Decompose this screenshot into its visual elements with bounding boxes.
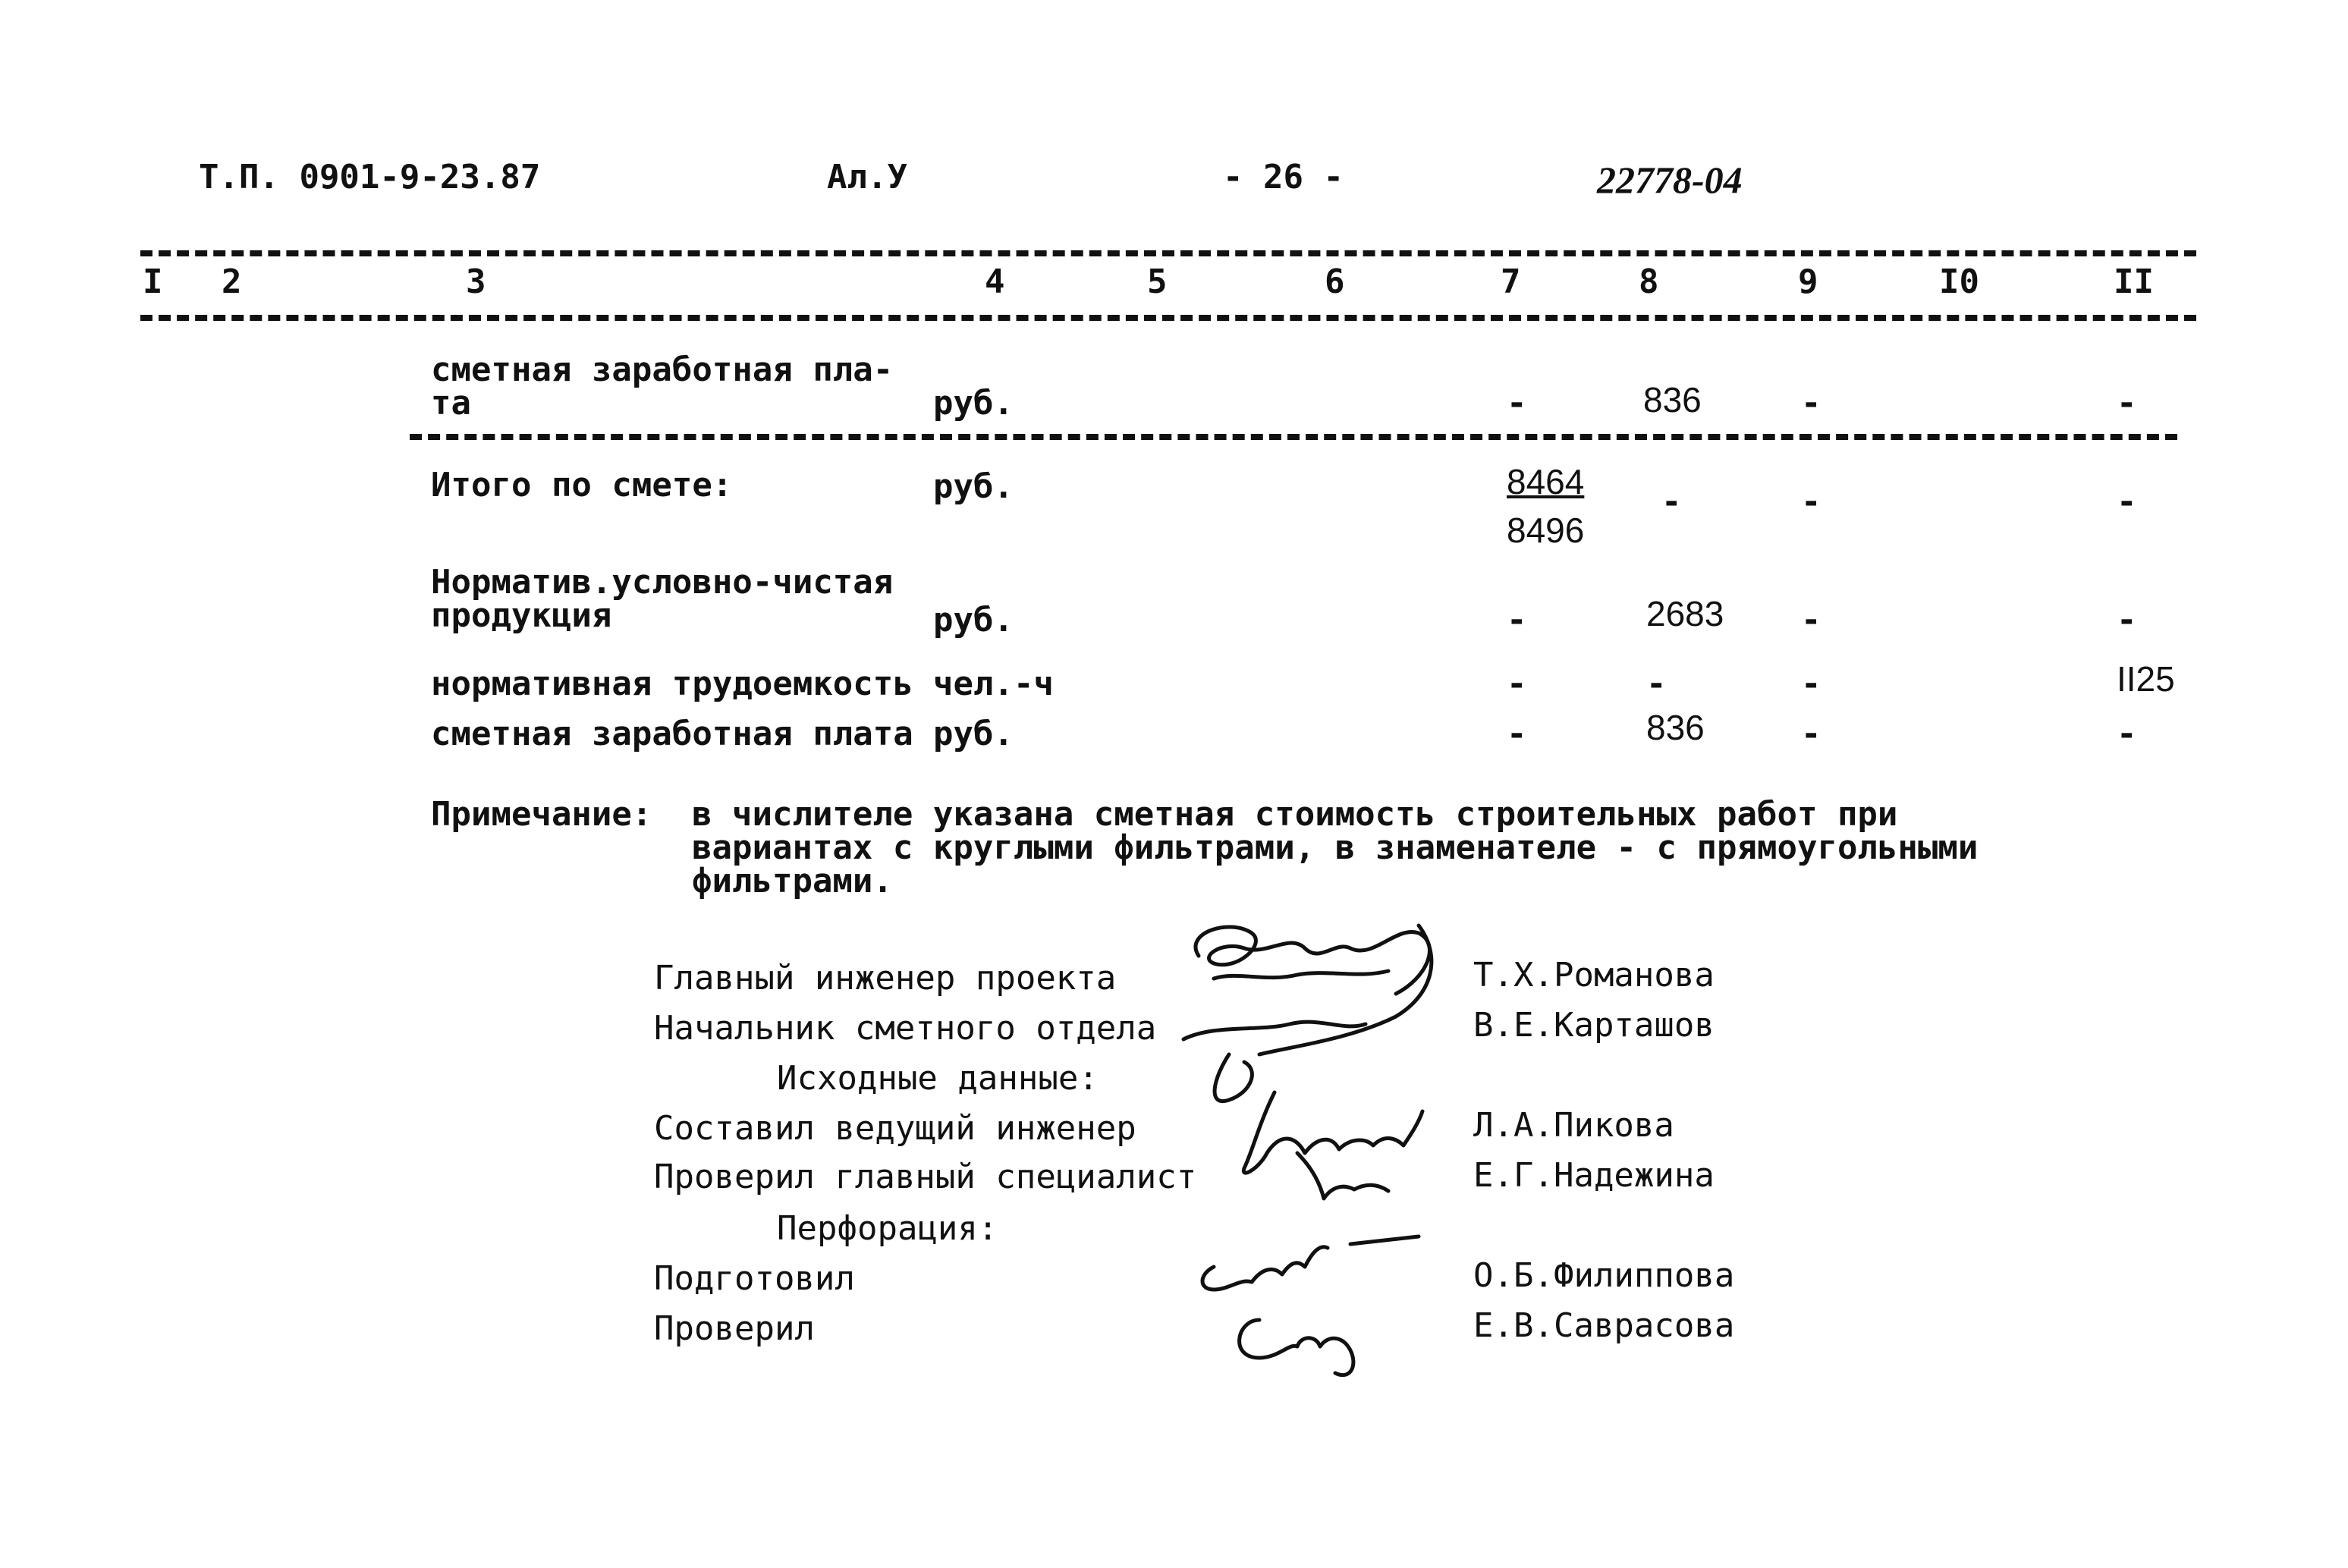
col-number-11: II <box>2114 262 2154 301</box>
role-checked: Проверил <box>654 1309 815 1348</box>
row-labor-unit: чел.-ч <box>933 665 1054 703</box>
section-perforation: Перфорация: <box>777 1209 998 1248</box>
row-total-col11: - <box>2117 482 2137 521</box>
role-chief-specialist: Проверил главный специалист <box>654 1158 1197 1196</box>
role-prepared: Подготовил <box>654 1259 855 1298</box>
row-wage-col11: - <box>2117 384 2137 423</box>
row-wage-label-line2: та <box>431 384 471 423</box>
row-labor-col9: - <box>1801 665 1822 703</box>
note-text-line1: в числителе указана сметная стоимость строительных работ при <box>692 795 1898 834</box>
name-nadezhina: Е.Г.Надежина <box>1473 1156 1715 1195</box>
row-total-denominator: 8496 <box>1507 511 1585 550</box>
row-wage2-unit: руб. <box>933 715 1014 753</box>
row-wage-label-line1: сметная заработная пла- <box>431 350 894 389</box>
name-savrasova: Е.В.Саврасова <box>1473 1306 1735 1345</box>
role-lead-engineer: Составил ведущий инженер <box>654 1109 1136 1148</box>
row-total-unit: руб. <box>933 467 1014 506</box>
section-source-data: Исходные данные: <box>777 1059 1099 1098</box>
column-header-bottom-rule <box>140 315 2196 321</box>
role-head-estimate-dept: Начальник сметного отдела <box>654 1009 1157 1048</box>
row-ncp-col9: - <box>1801 601 1822 639</box>
row-ncp-col7: - <box>1507 601 1527 639</box>
album-number: Ал.У <box>827 158 907 196</box>
row-wage-col8: 836 <box>1643 380 1702 419</box>
row-wage2-col9: - <box>1801 715 1822 753</box>
col-number-2: 2 <box>222 262 242 301</box>
row-ncp-col8: 2683 <box>1646 594 1724 633</box>
row-wage2-col11: - <box>2117 715 2137 753</box>
col-number-6: 6 <box>1325 262 1345 301</box>
col-number-8: 8 <box>1639 262 1659 301</box>
row-total-label: Итого по смете: <box>431 466 733 504</box>
row-wage2-label: сметная заработная плата <box>431 715 913 753</box>
row-wage-col7: - <box>1507 384 1527 423</box>
inventory-number: 22778-04 <box>1597 159 1743 201</box>
col-number-4: 4 <box>985 262 1005 301</box>
note-text-line2: вариантах с круглыми фильтрами, в знаменателе - с прямоугольными <box>692 828 1979 867</box>
row-total-col8: - <box>1661 482 1682 521</box>
page-number: - 26 - <box>1223 158 1344 196</box>
handwritten-signatures <box>1168 910 1472 1381</box>
col-number-9: 9 <box>1798 262 1818 301</box>
col-number-5: 5 <box>1147 262 1168 301</box>
name-pikova: Л.А.Пикова <box>1473 1106 1674 1145</box>
row-ncp-col11: - <box>2117 601 2137 639</box>
row-labor-col11: II25 <box>2117 659 2175 699</box>
role-chief-engineer: Главный инженер проекта <box>654 959 1117 998</box>
row-labor-col8: - <box>1646 665 1667 703</box>
row-ncp-label-line1: Норматив.условно-чистая <box>431 563 894 602</box>
total-separator-rule <box>410 434 2177 440</box>
row-wage2-col7: - <box>1507 715 1527 753</box>
row-wage-col9: - <box>1801 384 1822 423</box>
row-wage-unit: руб. <box>933 384 1014 423</box>
name-kartashov: В.Е.Карташов <box>1473 1006 1715 1045</box>
project-code: Т.П. 0901-9-23.87 <box>199 158 541 196</box>
row-total-col9: - <box>1801 482 1822 521</box>
row-ncp-unit: руб. <box>933 601 1014 639</box>
column-header-top-rule <box>140 250 2196 256</box>
row-labor-label: нормативная трудоемкость <box>431 665 913 703</box>
col-number-7: 7 <box>1501 262 1521 301</box>
note-label: Примечание: <box>431 795 652 834</box>
col-number-10: I0 <box>1939 262 1979 301</box>
col-number-3: 3 <box>466 262 486 301</box>
row-wage2-col8: 836 <box>1646 708 1705 747</box>
row-total-numerator: 8464 <box>1507 462 1585 501</box>
name-romanova: Т.Х.Романова <box>1473 956 1715 995</box>
row-ncp-label-line2: продукция <box>431 596 612 635</box>
col-number-1: I <box>143 262 163 301</box>
name-filippova: О.Б.Филиппова <box>1473 1256 1735 1295</box>
note-text-line3: фильтрами. <box>692 862 893 900</box>
row-labor-col7: - <box>1507 665 1527 703</box>
